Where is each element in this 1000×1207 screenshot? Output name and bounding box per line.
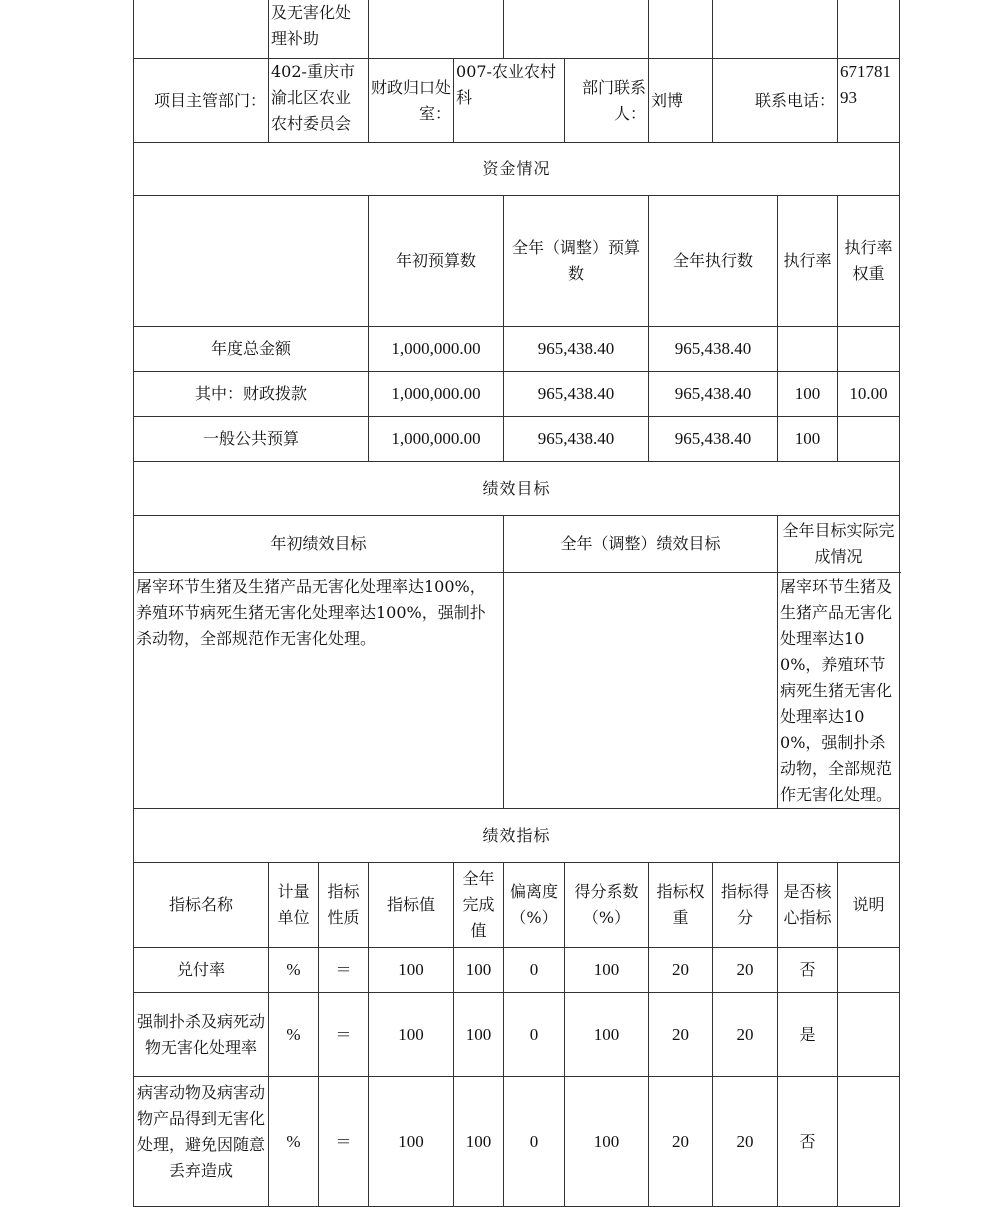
performance-report-table	[133, 0, 900, 1207]
project-name-label-cell	[134, 0, 269, 59]
goals-actual-text: 屠宰环节生猪及生猪产品无害化处理率达100%，养殖环节病死生猪无害化处理率达100%，强制扑杀动物，全部规范作无害化处理。	[778, 573, 900, 809]
ind-header-score: 指标得分	[713, 863, 778, 948]
dept-label: 项目主管部门：	[134, 59, 269, 143]
funds-header-rate: 执行率	[778, 196, 838, 327]
indicator-name: 病害动物及病害动物产品得到无害化处理，避免因随意丢弃造成	[134, 1077, 269, 1207]
funds-header-initial: 年初预算数	[369, 196, 504, 327]
ind-header-deviation: 偏离度（%）	[504, 863, 565, 948]
funds-section-row	[134, 143, 900, 196]
indicator-row: 病害动物及病害动物产品得到无害化处理，避免因随意丢弃造成 % ＝ 100 100 0 100 20 20 否	[134, 1077, 900, 1207]
funds-header-row	[134, 196, 900, 327]
ind-header-coefficient: 得分系数（%）	[565, 863, 649, 948]
funds-header-executed: 全年执行数	[649, 196, 778, 327]
indicators-section-row	[134, 809, 900, 863]
indicators-header-row	[134, 863, 900, 948]
funds-section-title: 资金情况	[134, 143, 900, 196]
funds-row-name: 一般公共预算	[134, 417, 369, 462]
funds-row: 其中：财政拨款 1,000,000.00 965,438.40 965,438.40 100 10.00	[134, 372, 900, 417]
funds-row: 年度总金额 1,000,000.00 965,438.40 965,438.40	[134, 327, 900, 372]
ind-header-core: 是否核心指标	[778, 863, 838, 948]
goals-adjusted-text	[504, 573, 778, 809]
ind-header-nature: 指标性质	[319, 863, 369, 948]
goals-section-title: 绩效目标	[134, 462, 900, 516]
project-dept-row	[134, 59, 900, 143]
funds-row: 一般公共预算 1,000,000.00 965,438.40 965,438.40 100	[134, 417, 900, 462]
funds-header-weight: 执行率权重	[838, 196, 900, 327]
phone-value: 67178193	[838, 59, 900, 143]
contact-label: 部门联系人：	[565, 59, 649, 143]
dept-value: 402-重庆市渝北区农业农村委员会	[269, 59, 369, 143]
funds-row-name: 其中：财政拨款	[134, 372, 369, 417]
contact-value: 刘博	[649, 59, 713, 143]
ind-header-note: 说明	[838, 863, 900, 948]
project-name-row	[134, 0, 900, 59]
indicator-row: 兑付率 % ＝ 100 100 0 100 20 20 否	[134, 948, 900, 993]
goals-header-adjusted: 全年（调整）绩效目标	[504, 516, 778, 573]
goals-section-row	[134, 462, 900, 516]
indicators-section-title: 绩效指标	[134, 809, 900, 863]
indicator-row: 强制扑杀及病死动物无害化处理率 % ＝ 100 100 0 100 20 20 是	[134, 993, 900, 1077]
finance-label: 财政归口处室：	[369, 59, 454, 143]
ind-header-unit: 计量单位	[269, 863, 319, 948]
phone-label: 联系电话：	[713, 59, 838, 143]
project-name-tail: 及无害化处理补助	[269, 0, 369, 59]
indicator-name: 强制扑杀及病死动物无害化处理率	[134, 993, 269, 1077]
ind-header-completed: 全年完成值	[454, 863, 504, 948]
indicator-name: 兑付率	[134, 948, 269, 993]
finance-value: 007-农业农村科	[454, 59, 565, 143]
goals-header-initial: 年初绩效目标	[134, 516, 504, 573]
goals-header-actual: 全年目标实际完成情况	[778, 516, 900, 573]
ind-header-name: 指标名称	[134, 863, 269, 948]
goals-header-row	[134, 516, 900, 573]
funds-header-adjusted: 全年（调整）预算数	[504, 196, 649, 327]
goals-content-row	[134, 573, 900, 809]
goals-initial-text: 屠宰环节生猪及生猪产品无害化处理率达100%，养殖环节病死生猪无害化处理率达100%，强制扑杀动物，全部规范作无害化处理。	[134, 573, 504, 809]
ind-header-weight: 指标权重	[649, 863, 713, 948]
ind-header-value: 指标值	[369, 863, 454, 948]
funds-row-name: 年度总金额	[134, 327, 369, 372]
